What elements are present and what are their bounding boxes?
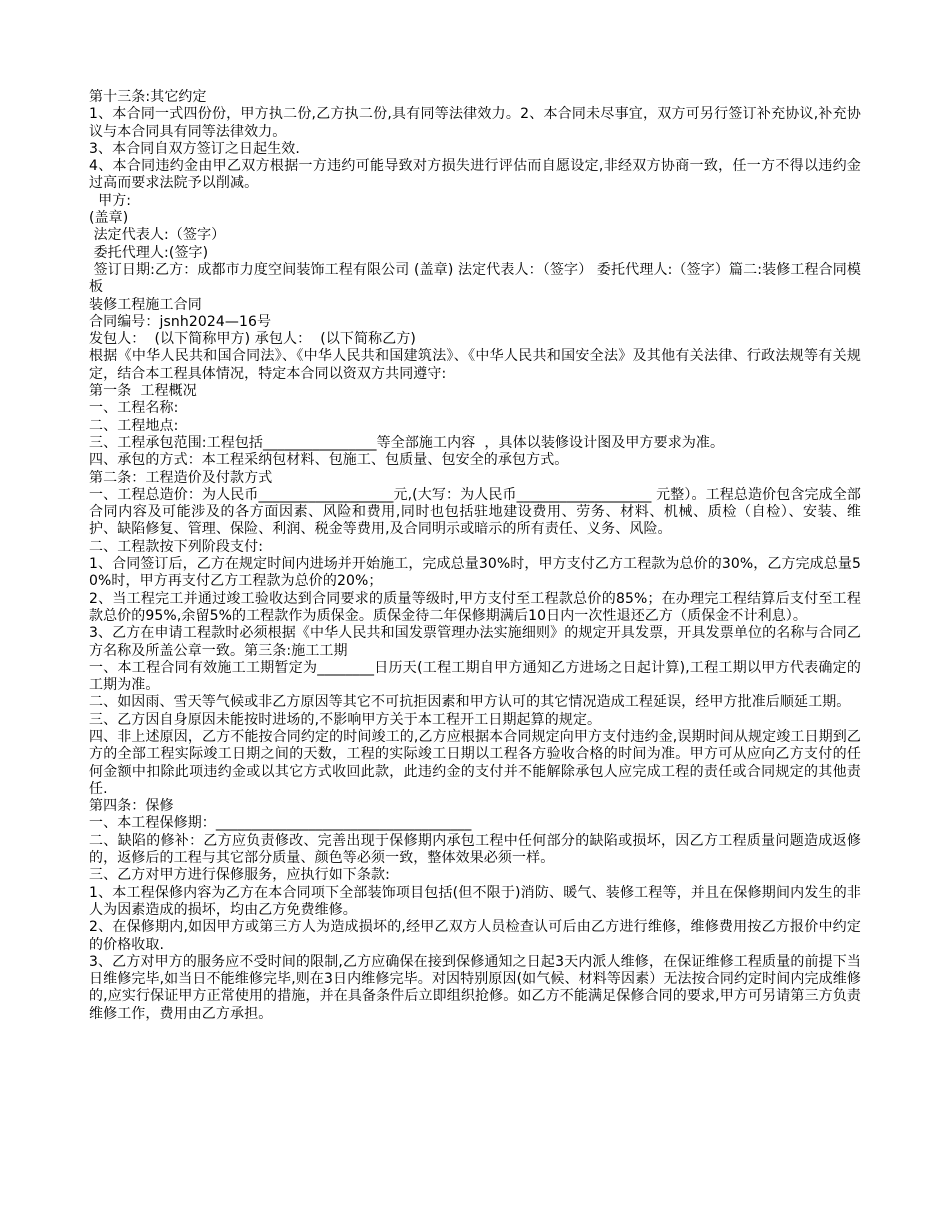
paragraph: 甲方: — [89, 192, 132, 209]
paragraph: 第十三条:其它约定 — [89, 89, 207, 105]
paragraph: 法定代表人:（签字） — [89, 227, 226, 244]
paragraph: 二、缺陷的修补：乙方应负责修改、完善出现于保修期内承包工程中任何部分的缺陷或损坏，因乙方工程质量问题造成返修的，返修后的工程与其它部分质量、颜色等必须一致，整体效果必须一样。 — [89, 832, 861, 867]
paragraph: 2、当工程完工并通过竣工验收达到合同要求的质量等级时,甲方支付至工程款总价的85%；在办理完工程结算后支付至工程款总价的95%,余留5%的工程款作为质保金。质保金待二年保修期满后10日内一次性退还乙方（质保金不计利息）。 — [89, 590, 861, 624]
paragraph: 二、如因雨、雪天等气候或非乙方原因等其它不可抗拒因素和甲方认可的其它情况造成工程延误，经甲方批准后顺延工期。 — [89, 694, 851, 711]
paragraph: 三、工程承包范围:工程包括________________等全部施工内容 ，具体以装修设计图及甲方要求为准。 — [89, 434, 725, 451]
paragraph: 发包人： (以下简称甲方) 承包人： (以下简称乙方) — [89, 331, 416, 348]
paragraph: 一、本工程保修期：____________________________________ — [89, 815, 472, 832]
paragraph: 签订日期:乙方：成都市力度空间装饰工程有限公司 (盖章) 法定代表人：（签字） 委托代理人:（签字）篇二:装修工程合同模板 — [89, 261, 861, 296]
paragraph: (盖章) — [89, 210, 129, 227]
paragraph: 四、承包的方式：本工程采纳包材料、包施工、包质量、包安全的承包方式。 — [89, 452, 569, 469]
paragraph: 一、工程名称: — [89, 400, 179, 417]
paragraph: 四、非上述原因，乙方不能按合同约定的时间竣工的,乙方应根据本合同规定向甲方支付违约金,误期时间从规定竣工日期到乙方的全部工程实际竣工日期之间的天数，工程的实际竣工日期以工程各方验收合格的时间为准。甲方可从应向乙方支付的任何金额中扣除此项违约金或以其它方式收回此款，此违约金的支付并不能解除承包人应完成工程的责任或合同规定的其他责任. — [89, 728, 861, 797]
paragraph: 一、本工程合同有效施工工期暂定为________日历天(工程工期自甲方通知乙方进场之日起计算),工程工期以甲方代表确定的工期为准。 — [89, 659, 861, 694]
paragraph: 3、本合同自双方签订之日起生效. — [89, 140, 300, 157]
paragraph: 委托代理人:(签字) — [89, 244, 209, 261]
paragraph: 二、工程地点: — [89, 417, 179, 434]
paragraph: 三、乙方因自身原因未能按时进场的,不影响甲方关于本工程开工日期起算的规定。 — [89, 711, 602, 728]
paragraph: 根据《中华人民共和国合同法》、《中华人民共和国建筑法》、《中华人民共和国安全法》及其他有关法律、行政法规等有关规定，结合本工程具体情况，特定本合同以资双方共同遵守: — [89, 348, 861, 382]
paragraph: 二、工程款按下列阶段支付: — [89, 538, 264, 555]
paragraph: 合同编号：jsnh2024—16号 — [89, 313, 272, 330]
paragraph: 一、工程总造价：为人民币___________________元,(大写：为人民币___________________ 元整）。工程总造价包含完成全部合同内容及可能涉及的各方面因素、风险和费用,同时也包括驻地建设费用、劳务、材料、机械、质检（自检）、安装、维护、缺陷修复、管理、保险、利润、税金等费用,及合同明示或暗示的所有责任、义务、风险。 — [89, 486, 861, 538]
paragraph: 第一条 工程概况 — [89, 383, 197, 400]
paragraph: 第四条：保修 — [89, 798, 174, 815]
paragraph: 第二条：工程造价及付款方式 — [89, 469, 273, 486]
paragraph: 2、在保修期内,如因甲方或第三方人为造成损坏的,经甲乙双方人员检查认可后由乙方进行维修，维修费用按乙方报价中约定的价格收取. — [89, 919, 861, 953]
paragraph: 3、乙方对甲方的服务应不受时间的限制,乙方应确保在接到保修通知之日起3天内派人维修，在保证维修工程质量的前提下当日维修完毕,如当日不能维修完毕,则在3日内维修完毕。对因特别原因(如气候、材料等因素）无法按合同约定时间内完成维修的,应实行保证甲方正常使用的措施，并在具备条件后立即组织抢修。如乙方不能满足保修合同的要求,甲方可另请第三方负责维修工作，费用由乙方承担。 — [89, 953, 861, 1022]
paragraph: 4、本合同违约金由甲乙双方根据一方违约可能导致对方损失进行评估而自愿设定,非经双方协商一致，任一方不得以违约金过高而要求法院予以削减。 — [89, 158, 861, 192]
paragraph: 3、乙方在申请工程款时必须根据《中华人民共和国发票管理办法实施细则》的规定开具发票，开具发票单位的名称与合同乙方名称及所盖公章一致。第三条:施工工期 — [89, 625, 861, 659]
paragraph: 装修工程施工合同 — [89, 296, 202, 313]
paragraph: 1、合同签订后，乙方在规定时间内进场并开始施工，完成总量30%时，甲方支付乙方工程款为总价的30%，乙方完成总量50%时，甲方再支付乙方工程款为总价的20%； — [89, 556, 861, 590]
paragraph: 1、本合同一式四份份，甲方执二份,乙方执二份,具有同等法律效力。2、本合同未尽事宜，双方可另行签订补充协议,补充协议与本合同具有同等法律效力。 — [89, 106, 861, 140]
paragraph: 三、乙方对甲方进行保修服务，应执行如下条款: — [89, 867, 390, 884]
document-body — [89, 89, 861, 1023]
paragraph: 1、本工程保修内容为乙方在本合同项下全部装饰项目包括(但不限于)消防、暖气、装修工程等，并且在保修期间内发生的非人为因素造成的损坏，均由乙方免费维修。 — [89, 884, 861, 918]
